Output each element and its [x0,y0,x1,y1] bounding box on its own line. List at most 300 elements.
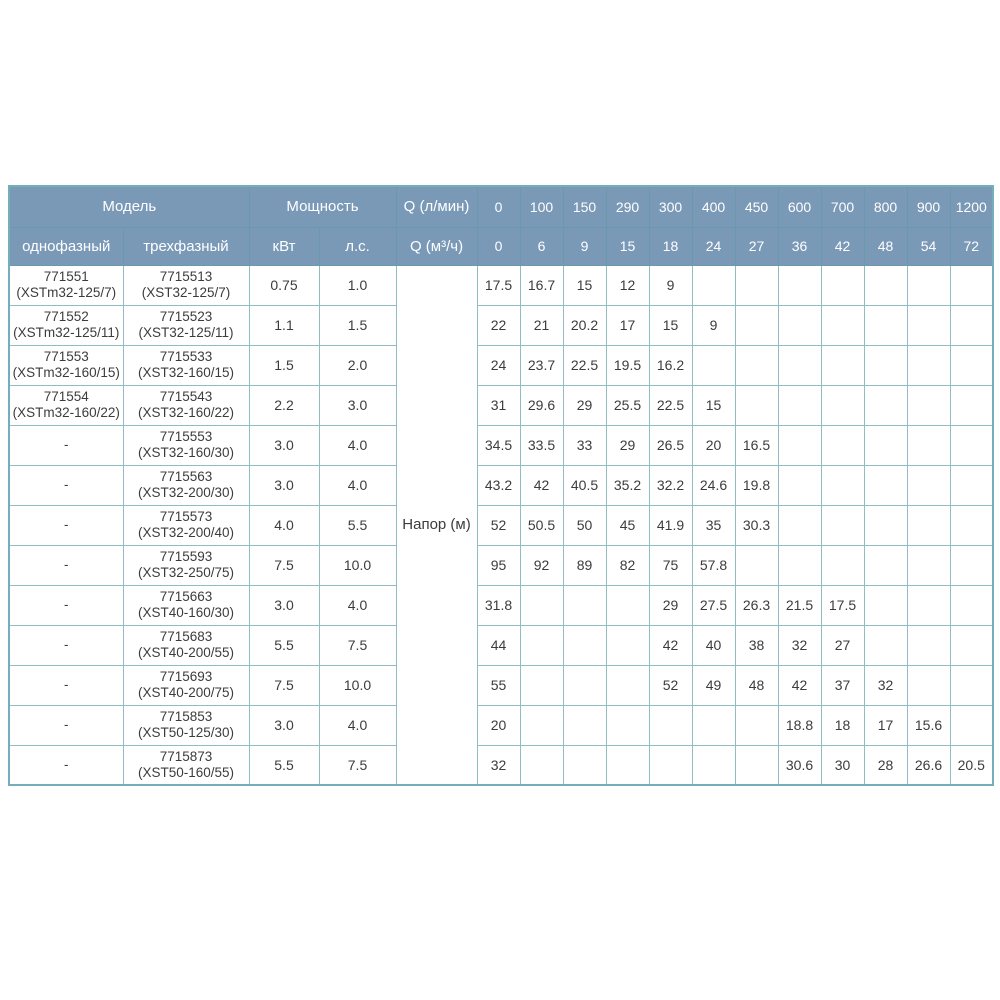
model-header: Модель [9,186,249,227]
model-code: 771551 [43,268,89,284]
model-name: (XSTm32-125/7) [16,285,117,300]
head-value-cell: 42 [520,465,563,505]
model-name: (XST32-125/11) [138,325,234,340]
q-m3h-value: 9 [563,227,606,265]
power-header: Мощность [249,186,396,227]
head-value-cell: 34.5 [477,425,520,465]
three-phase-model-cell [123,745,249,785]
table-row [9,345,993,385]
q-lmin-value: 800 [864,186,907,227]
head-value-cell: 52 [649,665,692,705]
head-value-cell [864,465,907,505]
single-phase-model-cell [9,705,123,745]
head-value-cell [950,265,993,305]
single-phase-model-cell [9,745,123,785]
head-value-cell [520,665,563,705]
hp-cell: 4.0 [319,465,396,505]
three-phase-model-cell [123,545,249,585]
head-value-cell [821,345,864,385]
head-value-cell: 33 [563,425,606,465]
head-value-cell [778,505,821,545]
model-code: - [64,676,69,692]
model-name: (XST32-160/15) [137,365,235,380]
q-m3h-header: Q (м³/ч) [396,227,477,265]
head-value-cell: 25.5 [606,385,649,425]
three-phase-model-cell [123,385,249,425]
head-value-cell: 44 [477,625,520,665]
q-lmin-value: 700 [821,186,864,227]
model-code: 771554 [43,388,89,404]
single-phase-model-cell [9,345,123,385]
model-code: 7715853 [159,708,213,724]
model-name: (XST32-200/40) [137,525,235,540]
head-value-cell [778,385,821,425]
head-value-cell: 22.5 [563,345,606,385]
q-m3h-value: 24 [692,227,735,265]
head-value-cell [606,665,649,705]
q-lmin-value: 600 [778,186,821,227]
head-value-cell: 16.5 [735,425,778,465]
model-code: - [64,436,69,452]
head-value-cell [821,425,864,465]
head-value-cell [864,625,907,665]
table-row [9,305,993,345]
head-value-cell [950,425,993,465]
head-value-cell: 21 [520,305,563,345]
q-lmin-value: 450 [735,186,778,227]
head-value-cell [778,425,821,465]
head-value-cell [735,345,778,385]
head-value-cell [907,425,950,465]
head-value-cell [735,745,778,785]
head-value-cell [649,705,692,745]
head-value-cell [907,385,950,425]
kw-cell: 3.0 [249,425,319,465]
head-value-cell: 50 [563,505,606,545]
head-value-cell: 20.5 [950,745,993,785]
head-value-cell [692,345,735,385]
single-phase-model-cell [9,665,123,705]
head-value-cell: 35.2 [606,465,649,505]
head-value-cell [950,505,993,545]
table-row [9,705,993,745]
head-value-cell [821,465,864,505]
head-value-cell [864,385,907,425]
three-phase-model-cell [123,665,249,705]
head-value-cell: 19.8 [735,465,778,505]
hp-cell: 1.5 [319,305,396,345]
model-name: (XST32-160/30) [137,445,235,460]
three-phase-model-cell [123,425,249,465]
hp-cell: 10.0 [319,545,396,585]
head-value-cell: 9 [692,305,735,345]
head-value-cell: 26.6 [907,745,950,785]
head-value-cell: 45 [606,505,649,545]
head-value-cell [735,545,778,585]
head-value-cell: 55 [477,665,520,705]
single-phase-model-cell [9,425,123,465]
head-value-cell: 29 [649,585,692,625]
head-value-cell [907,625,950,665]
model-name: (XSTm32-125/11) [13,325,120,340]
head-value-cell [606,585,649,625]
q-m3h-value: 42 [821,227,864,265]
head-value-cell [821,545,864,585]
head-value-cell [950,305,993,345]
head-value-cell [907,345,950,385]
head-value-cell [606,705,649,745]
model-code: 7715513 [159,268,213,284]
hp-cell: 4.0 [319,585,396,625]
head-value-cell: 31 [477,385,520,425]
model-name: (XST32-160/22) [137,405,235,420]
head-value-cell: 92 [520,545,563,585]
kw-cell: 5.5 [249,745,319,785]
model-code: - [64,596,69,612]
model-name: (XST40-200/75) [137,685,235,700]
q-lmin-value: 900 [907,186,950,227]
model-code: - [64,756,69,772]
head-value-cell: 57.8 [692,545,735,585]
head-value-cell [778,345,821,385]
kw-cell: 1.1 [249,305,319,345]
head-value-cell: 15 [563,265,606,305]
q-m3h-value: 6 [520,227,563,265]
head-value-cell [563,745,606,785]
table-header [9,186,993,265]
single-phase-header: однофазный [9,227,123,265]
head-value-cell: 41.9 [649,505,692,545]
head-value-cell: 35 [692,505,735,545]
model-name: (XSTm32-160/15) [12,365,120,380]
head-value-cell: 50.5 [520,505,563,545]
head-value-cell [520,705,563,745]
head-value-cell [864,425,907,465]
three-phase-model-cell [123,345,249,385]
head-value-cell: 17 [606,305,649,345]
head-value-cell [950,625,993,665]
single-phase-model-cell [9,545,123,585]
head-value-cell [907,545,950,585]
model-code: - [64,636,69,652]
head-value-cell: 43.2 [477,465,520,505]
head-value-cell [864,585,907,625]
head-value-cell: 18.8 [778,705,821,745]
single-phase-model-cell [9,625,123,665]
head-value-cell [563,705,606,745]
single-phase-model-cell [9,505,123,545]
q-m3h-value: 0 [477,227,520,265]
head-value-cell: 29 [606,425,649,465]
three-phase-model-cell [123,705,249,745]
head-value-cell: 32 [778,625,821,665]
model-code: - [64,556,69,572]
head-value-cell: 42 [649,625,692,665]
kw-cell: 7.5 [249,665,319,705]
q-lmin-value: 1200 [950,186,993,227]
head-value-cell [907,265,950,305]
single-phase-model-cell [9,585,123,625]
head-value-cell [563,585,606,625]
head-value-cell: 89 [563,545,606,585]
kw-cell: 2.2 [249,385,319,425]
model-code: 7715553 [159,428,213,444]
single-phase-model-cell [9,465,123,505]
hp-cell: 10.0 [319,665,396,705]
head-value-cell: 19.5 [606,345,649,385]
head-value-cell [950,465,993,505]
head-value-cell [606,625,649,665]
kw-cell: 0.75 [249,265,319,305]
q-m3h-value: 18 [649,227,692,265]
head-value-cell: 15 [692,385,735,425]
hp-cell: 3.0 [319,385,396,425]
head-value-cell [692,745,735,785]
table-row [9,425,993,465]
head-value-cell: 30 [821,745,864,785]
head-value-cell [520,625,563,665]
head-value-cell: 9 [649,265,692,305]
head-value-cell [692,705,735,745]
head-value-cell: 23.7 [520,345,563,385]
model-name: (XSTm32-160/22) [12,405,120,420]
head-value-cell [821,385,864,425]
q-m3h-value: 15 [606,227,649,265]
head-value-cell: 30.6 [778,745,821,785]
head-value-cell [778,305,821,345]
head-value-cell: 82 [606,545,649,585]
head-value-cell [692,265,735,305]
head-value-cell: 16.7 [520,265,563,305]
kw-header: кВт [249,227,319,265]
head-value-cell: 17 [864,705,907,745]
head-value-cell [864,305,907,345]
head-value-cell [864,505,907,545]
head-value-cell: 32 [864,665,907,705]
head-value-cell [520,585,563,625]
head-value-cell [649,745,692,785]
model-name: (XST40-160/30) [137,605,235,620]
head-value-cell [735,385,778,425]
head-value-cell [864,545,907,585]
head-value-cell [735,265,778,305]
model-name: (XST50-125/30) [137,725,235,740]
head-value-cell: 20 [692,425,735,465]
hp-cell: 1.0 [319,265,396,305]
kw-cell: 3.0 [249,465,319,505]
model-name: (XST40-200/55) [137,645,235,660]
table-row [9,505,993,545]
head-value-cell: 75 [649,545,692,585]
model-name: (XST32-125/7) [141,285,231,300]
head-value-cell: 22 [477,305,520,345]
head-value-cell [821,305,864,345]
head-value-cell [907,305,950,345]
single-phase-model-cell [9,305,123,345]
model-code: 7715563 [159,468,213,484]
model-code: - [64,716,69,732]
head-meters-label: Напор (м) [396,265,477,785]
head-value-cell [950,345,993,385]
model-code: 7715533 [159,348,213,364]
head-value-cell [907,665,950,705]
head-value-cell: 24.6 [692,465,735,505]
head-value-cell [821,505,864,545]
model-code: 7715683 [159,628,213,644]
head-value-cell [520,745,563,785]
three-phase-model-cell [123,265,249,305]
header-row-main [9,186,993,227]
three-phase-model-cell [123,465,249,505]
head-value-cell: 27.5 [692,585,735,625]
kw-cell: 4.0 [249,505,319,545]
head-value-cell [950,705,993,745]
head-value-cell: 28 [864,745,907,785]
head-value-cell [950,665,993,705]
head-value-cell: 37 [821,665,864,705]
head-value-cell: 17.5 [821,585,864,625]
three-phase-header: трехфазный [123,227,249,265]
head-value-cell [864,345,907,385]
head-value-cell: 32.2 [649,465,692,505]
head-value-cell [735,705,778,745]
model-code: 7715593 [159,548,213,564]
three-phase-model-cell [123,305,249,345]
kw-cell: 3.0 [249,705,319,745]
head-value-cell: 52 [477,505,520,545]
head-value-cell [778,465,821,505]
q-m3h-value: 27 [735,227,778,265]
model-name: (XST32-250/75) [137,565,235,580]
head-value-cell: 40 [692,625,735,665]
head-value-cell: 30.3 [735,505,778,545]
hp-cell: 4.0 [319,705,396,745]
head-value-cell: 42 [778,665,821,705]
kw-cell: 3.0 [249,585,319,625]
head-value-cell: 17.5 [477,265,520,305]
three-phase-model-cell [123,625,249,665]
head-value-cell: 95 [477,545,520,585]
q-lmin-value: 100 [520,186,563,227]
q-lmin-header: Q (л/мин) [396,186,477,227]
table-row [9,585,993,625]
q-lmin-value: 0 [477,186,520,227]
head-value-cell: 38 [735,625,778,665]
q-m3h-value: 72 [950,227,993,265]
head-value-cell [778,545,821,585]
hp-cell: 5.5 [319,505,396,545]
head-value-cell [563,625,606,665]
table-row [9,545,993,585]
head-value-cell: 24 [477,345,520,385]
hp-cell: 4.0 [319,425,396,465]
kw-cell: 7.5 [249,545,319,585]
q-lmin-value: 290 [606,186,649,227]
head-value-cell: 33.5 [520,425,563,465]
head-value-cell [864,265,907,305]
head-value-cell [907,585,950,625]
q-lmin-value: 400 [692,186,735,227]
hp-header: л.с. [319,227,396,265]
head-value-cell: 20.2 [563,305,606,345]
three-phase-model-cell [123,505,249,545]
head-value-cell: 29.6 [520,385,563,425]
head-value-cell: 18 [821,705,864,745]
head-value-cell [907,465,950,505]
head-value-cell [606,745,649,785]
model-code: 7715693 [159,668,213,684]
head-value-cell: 26.5 [649,425,692,465]
table-row [9,745,993,785]
model-code: 7715663 [159,588,213,604]
head-value-cell: 22.5 [649,385,692,425]
head-value-cell: 48 [735,665,778,705]
head-value-cell: 31.8 [477,585,520,625]
head-value-cell [821,265,864,305]
kw-cell: 5.5 [249,625,319,665]
hp-cell: 2.0 [319,345,396,385]
head-value-cell: 20 [477,705,520,745]
table-row [9,265,993,305]
head-value-cell [950,585,993,625]
head-value-cell: 15 [649,305,692,345]
model-code: 771553 [43,348,89,364]
model-code: - [64,516,69,532]
three-phase-model-cell [123,585,249,625]
model-code: 7715873 [159,748,213,764]
model-code: 7715523 [159,308,213,324]
head-value-cell: 16.2 [649,345,692,385]
model-code: 771552 [43,308,89,324]
pump-spec-table [8,185,994,786]
head-value-cell [563,665,606,705]
model-code: 7715573 [159,508,213,524]
model-name: (XST50-160/55) [137,764,235,780]
head-value-cell [735,305,778,345]
q-lmin-value: 300 [649,186,692,227]
table-row [9,385,993,425]
single-phase-model-cell [9,385,123,425]
head-value-cell: 29 [563,385,606,425]
head-value-cell: 12 [606,265,649,305]
model-code: - [64,476,69,492]
model-code: 7715543 [159,388,213,404]
q-m3h-value: 48 [864,227,907,265]
header-row-sub [9,227,993,265]
head-value-cell: 26.3 [735,585,778,625]
table-row [9,465,993,505]
head-value-cell: 15.6 [907,705,950,745]
head-value-cell: 32 [477,745,520,785]
head-value-cell: 49 [692,665,735,705]
model-name: (XST32-200/30) [137,485,235,500]
single-phase-model-cell [9,265,123,305]
q-m3h-value: 54 [907,227,950,265]
head-value-cell [950,385,993,425]
hp-cell: 7.5 [319,745,396,785]
head-value-cell: 40.5 [563,465,606,505]
table-row [9,665,993,705]
head-value-cell [950,545,993,585]
kw-cell: 1.5 [249,345,319,385]
head-value-cell [778,265,821,305]
head-value-cell: 21.5 [778,585,821,625]
table-body [9,265,993,785]
hp-cell: 7.5 [319,625,396,665]
q-m3h-value: 36 [778,227,821,265]
head-value-cell: 27 [821,625,864,665]
q-lmin-value: 150 [563,186,606,227]
